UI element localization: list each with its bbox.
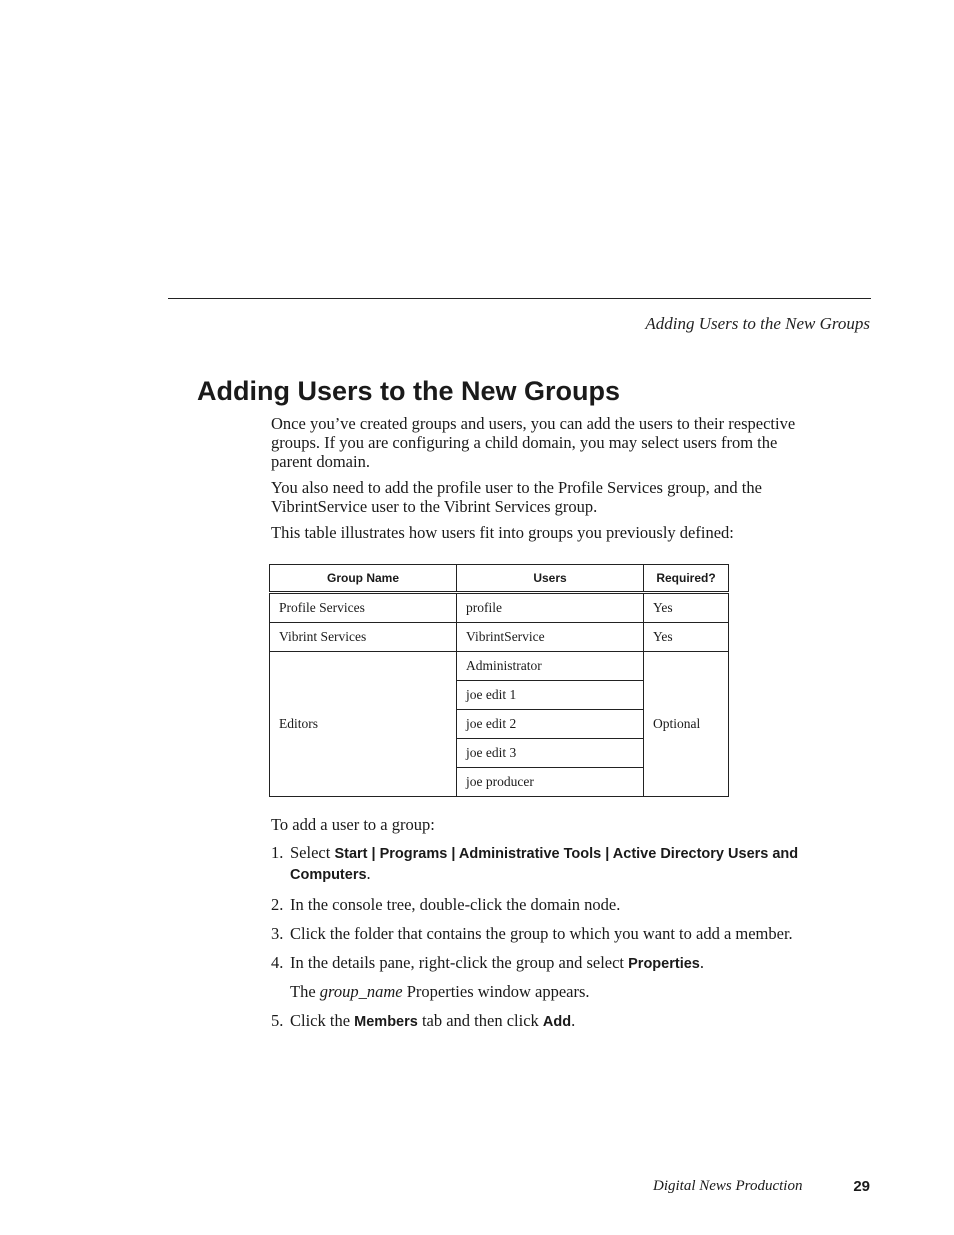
result-text: The — [290, 982, 320, 1001]
members-tab-name: Members — [354, 1014, 418, 1030]
cell-user: joe producer — [457, 768, 644, 797]
header-group-name: Group Name — [270, 565, 457, 593]
header-required: Required? — [644, 565, 729, 593]
header-users: Users — [457, 565, 644, 593]
step-punct: . — [699, 953, 704, 972]
step-5 — [271, 1011, 831, 1032]
cell-required: Optional — [644, 652, 729, 797]
groups-table — [269, 564, 729, 797]
step-number: 3. — [271, 924, 284, 943]
step-number: 1. — [271, 843, 284, 862]
section-body — [271, 414, 816, 549]
cell-user: joe edit 2 — [457, 710, 644, 739]
step-4 — [271, 953, 831, 1001]
step-result — [290, 982, 831, 1001]
steps-list — [271, 843, 831, 1032]
step-punct: . — [366, 864, 371, 883]
procedure-intro: To add a user to a group: — [271, 815, 435, 834]
step-2 — [271, 895, 831, 914]
cell-required: Yes — [644, 593, 729, 623]
table-row — [270, 623, 729, 652]
result-text: Properties window appears. — [402, 982, 590, 1001]
paragraph: This table illustrates how users fit into groups you previously defined: — [271, 523, 734, 542]
cell-user: profile — [457, 593, 644, 623]
footer-book-title: Digital News Production — [653, 1178, 803, 1194]
menu-path: Start | Programs | Administrative Tools | Active Directory Users and Computers — [290, 846, 799, 883]
table-header-row — [270, 565, 729, 593]
step-text: Click the folder that contains the group to which you want to add a member. — [290, 924, 793, 943]
step-3 — [271, 924, 831, 943]
step-text: tab and then click — [417, 1011, 543, 1030]
variable-name: group_name — [319, 982, 403, 1001]
section-title: Adding Users to the New Groups — [197, 376, 621, 406]
step-text: In the details pane, right-click the group and select — [290, 953, 629, 972]
step-number: 4. — [271, 953, 284, 972]
cell-group: Vibrint Services — [270, 623, 457, 652]
step-text: In the console tree, double-click the domain node. — [290, 895, 621, 914]
header-rule — [168, 298, 871, 299]
cell-group: Profile Services — [270, 593, 457, 623]
step-text: Click the — [290, 1011, 355, 1030]
cell-required: Yes — [644, 623, 729, 652]
properties-command: Properties — [628, 956, 700, 972]
cell-user: joe edit 1 — [457, 681, 644, 710]
step-punct: . — [571, 1011, 576, 1030]
step-number: 5. — [271, 1011, 284, 1030]
cell-user: joe edit 3 — [457, 739, 644, 768]
step-number: 2. — [271, 895, 284, 914]
procedure — [271, 815, 831, 1042]
paragraph: You also need to add the profile user to the Profile Services group, and the VibrintService user to the Vibrint Services group. — [271, 478, 762, 516]
cell-user: Administrator — [457, 652, 644, 681]
running-header: Adding Users to the New Groups — [645, 314, 870, 333]
page-number: 29 — [853, 1178, 870, 1195]
add-button-name: Add — [542, 1014, 572, 1030]
table-row — [270, 593, 729, 623]
cell-user: VibrintService — [457, 623, 644, 652]
table-row — [270, 652, 729, 681]
paragraph: Once you’ve created groups and users, you can add the users to their respective groups. If you are configuring a child domain, you may select users from the parent domain. — [271, 414, 796, 471]
cell-group: Editors — [270, 652, 457, 797]
step-text: Select — [290, 843, 335, 862]
step-1 — [271, 843, 831, 885]
